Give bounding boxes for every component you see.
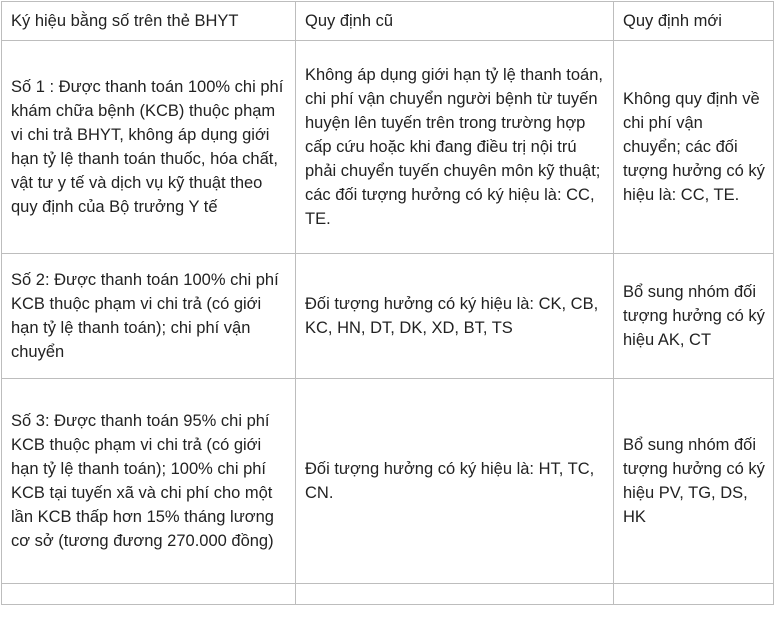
- table-header-row: [2, 2, 774, 41]
- cell-card-code: Số 2: Được thanh toán 100% chi phí KCB thuộc phạm vi chi trả (có giới hạn tỷ lệ thanh toán); chi phí vận chuyển: [2, 254, 296, 379]
- table-row-cut-off: [2, 584, 774, 605]
- cell-empty: [614, 584, 774, 605]
- cell-old-regulation: Đối tượng hưởng có ký hiệu là: CK, CB, KC, HN, DT, DK, XD, BT, TS: [296, 254, 614, 379]
- header-old-regulation: Quy định cũ: [296, 2, 614, 41]
- cell-old-regulation: Không áp dụng giới hạn tỷ lệ thanh toán, chi phí vận chuyển người bệnh từ tuyến huyện lên tuyến trên trong trường hợp cấp cứu hoặc khi đang điều trị nội trú phải chuyển tuyến chuyên môn kỹ thuật; các đối tượng hưởng có ký hiệu là: CC, TE.: [296, 41, 614, 254]
- cell-new-regulation: Bổ sung nhóm đối tượng hưởng có ký hiệu PV, TG, DS, HK: [614, 379, 774, 584]
- cell-card-code: Số 1 : Được thanh toán 100% chi phí khám chữa bệnh (KCB) thuộc phạm vi chi trả BHYT, không áp dụng giới hạn tỷ lệ thanh toán thuốc, hóa chất, vật tư y tế và dịch vụ kỹ thuật theo quy định của Bộ trưởng Y tế: [2, 41, 296, 254]
- cell-card-code: Số 3: Được thanh toán 95% chi phí KCB thuộc phạm vi chi trả (có giới hạn tỷ lệ thanh toán); 100% chi phí KCB tại tuyến xã và chi phí cho một lần KCB thấp hơn 15% tháng lương cơ sở (tương đương 270.000 đồng): [2, 379, 296, 584]
- table-row: [2, 41, 774, 254]
- table-row: [2, 379, 774, 584]
- table-row: [2, 254, 774, 379]
- header-card-code: Ký hiệu bằng số trên thẻ BHYT: [2, 2, 296, 41]
- header-new-regulation: Quy định mới: [614, 2, 774, 41]
- cell-new-regulation: Bổ sung nhóm đối tượng hưởng có ký hiệu AK, CT: [614, 254, 774, 379]
- bhyt-comparison-table: [1, 1, 774, 605]
- cell-old-regulation: Đối tượng hưởng có ký hiệu là: HT, TC, CN.: [296, 379, 614, 584]
- cell-new-regulation: Không quy định về chi phí vận chuyển; các đối tượng hưởng có ký hiệu là: CC, TE.: [614, 41, 774, 254]
- cell-empty: [296, 584, 614, 605]
- cell-empty: [2, 584, 296, 605]
